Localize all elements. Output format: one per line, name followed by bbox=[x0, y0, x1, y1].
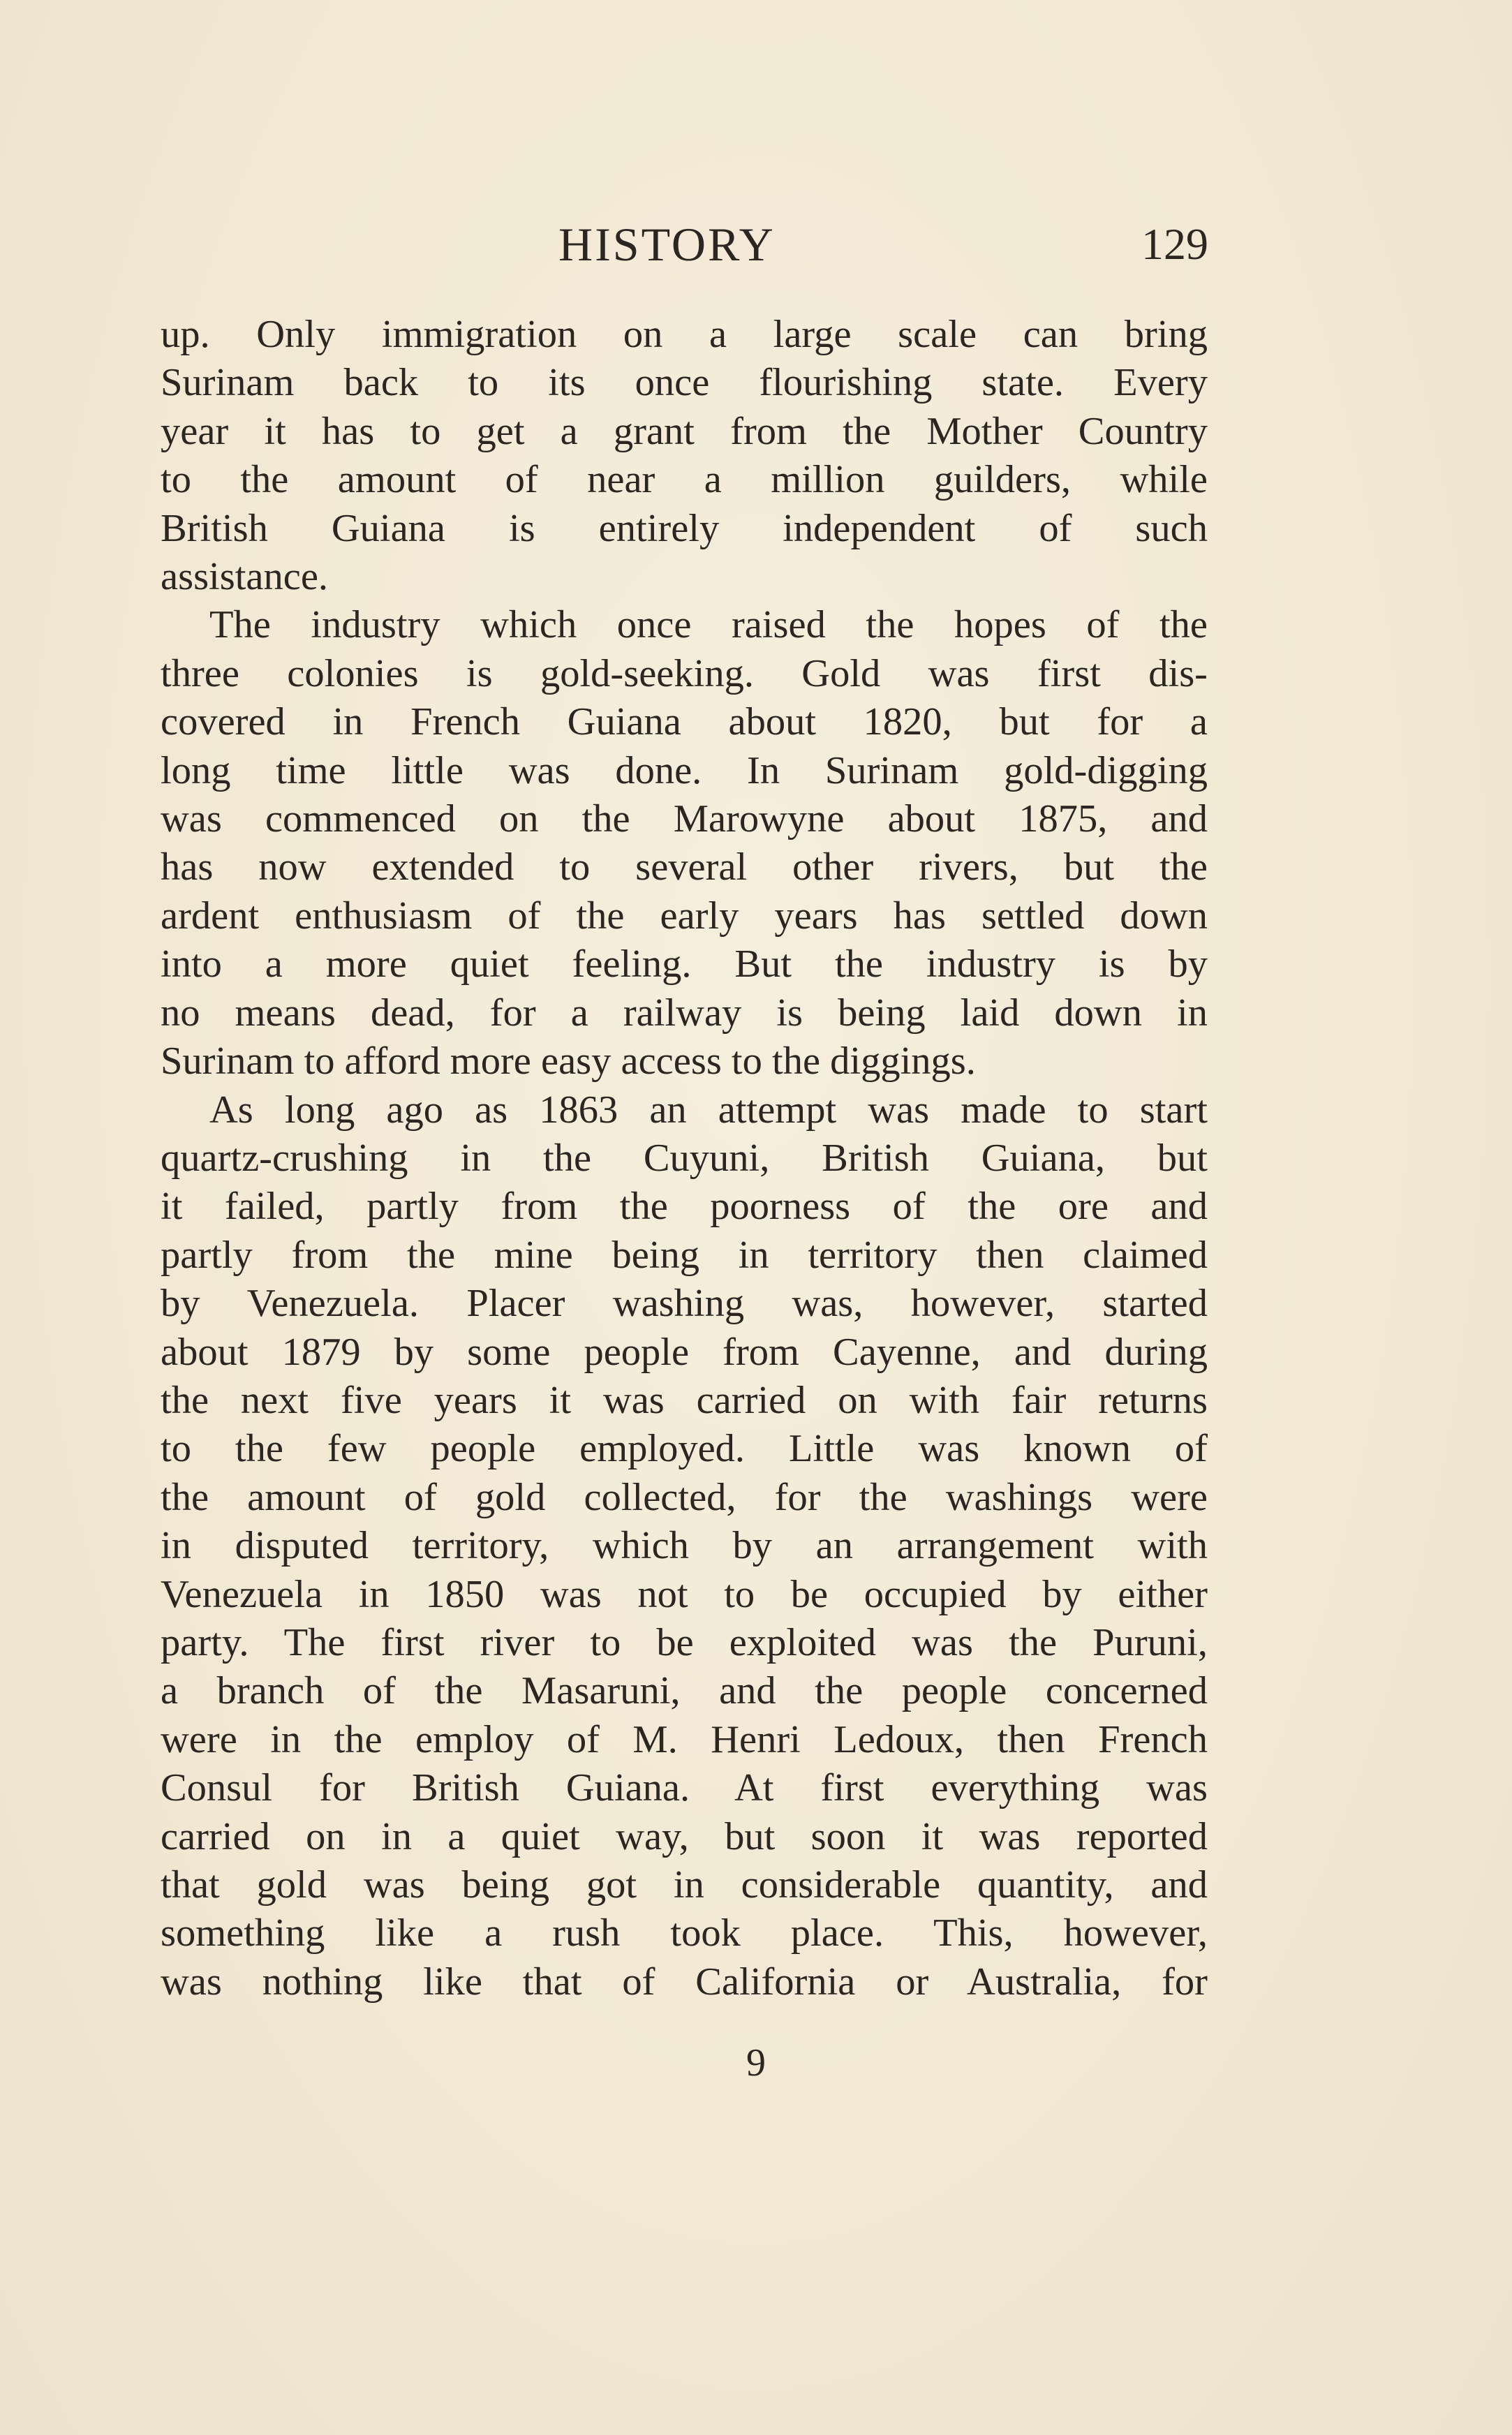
page-number: 129 bbox=[1141, 219, 1208, 269]
text-line: ardent enthusiasm of the early years has settled down bbox=[161, 894, 1208, 938]
text-line: quartz-crushing in the Cuyuni, British Guiana, but bbox=[161, 1136, 1208, 1180]
text-line: Consul for British Guiana. At first everything was bbox=[161, 1766, 1208, 1810]
paragraph-3 bbox=[161, 1086, 1208, 2007]
body-text bbox=[161, 311, 1208, 2006]
paragraph-1 bbox=[161, 311, 1208, 601]
text-line: something like a rush took place. This, however, bbox=[161, 1911, 1208, 1955]
text-line: Surinam to afford more easy access to the diggings. bbox=[161, 1039, 976, 1083]
text-line: up. Only immigration on a large scale can bring bbox=[161, 313, 1208, 356]
text-line: As long ago as 1863 an attempt was made to start bbox=[209, 1088, 1208, 1132]
signature-mark: 9 bbox=[746, 2041, 766, 2085]
text-line: British Guiana is entirely independent of such bbox=[161, 506, 1208, 550]
text-line: year it has to get a grant from the Mother Country bbox=[161, 409, 1208, 453]
text-line: about 1879 by some people from Cayenne, and during bbox=[161, 1330, 1208, 1374]
text-line: a branch of the Masaruni, and the people concerned bbox=[161, 1669, 1208, 1713]
text-line: Surinam back to its once flourishing state. Every bbox=[161, 361, 1208, 405]
text-line: by Venezuela. Placer washing was, however, started bbox=[161, 1282, 1208, 1326]
text-line: to the amount of near a million guilders, while bbox=[161, 458, 1208, 502]
text-line: was commenced on the Marowyne about 1875, and bbox=[161, 797, 1208, 841]
text-line: into a more quiet feeling. But the industry is by bbox=[161, 942, 1208, 986]
text-line: was nothing like that of California or Australia, for bbox=[161, 1960, 1208, 2004]
text-line: were in the employ of M. Henri Ledoux, then French bbox=[161, 1717, 1208, 1761]
text-line: three colonies is gold-seeking. Gold was first dis- bbox=[161, 651, 1208, 695]
text-line: assistance. bbox=[161, 555, 329, 599]
text-line: the next five years it was carried on with fair returns bbox=[161, 1378, 1208, 1422]
text-line: the amount of gold collected, for the washings were bbox=[161, 1475, 1208, 1519]
text-line: long time little was done. In Surinam gold-digging bbox=[161, 748, 1208, 792]
text-line: to the few people employed. Little was known of bbox=[161, 1427, 1208, 1471]
text-line: that gold was being got in considerable quantity, and bbox=[161, 1863, 1208, 1907]
text-line: no means dead, for a railway is being laid down in bbox=[161, 991, 1208, 1035]
paragraph-2 bbox=[161, 601, 1208, 1086]
text-line: party. The first river to be exploited was the Puruni, bbox=[161, 1620, 1208, 1664]
text-line: covered in French Guiana about 1820, but for a bbox=[161, 700, 1208, 744]
text-line: has now extended to several other rivers, but the bbox=[161, 845, 1208, 889]
text-line: in disputed territory, which by an arrangement with bbox=[161, 1524, 1208, 1568]
running-head-title: HISTORY bbox=[558, 218, 776, 271]
text-line: it failed, partly from the poorness of the ore and bbox=[161, 1185, 1208, 1229]
running-head bbox=[0, 209, 1512, 279]
text-line: carried on in a quiet way, but soon it was reported bbox=[161, 1814, 1208, 1858]
text-line: Venezuela in 1850 was not to be occupied by either bbox=[161, 1572, 1208, 1616]
text-line: partly from the mine being in territory then claimed bbox=[161, 1233, 1208, 1277]
text-line: The industry which once raised the hopes of the bbox=[209, 603, 1208, 647]
